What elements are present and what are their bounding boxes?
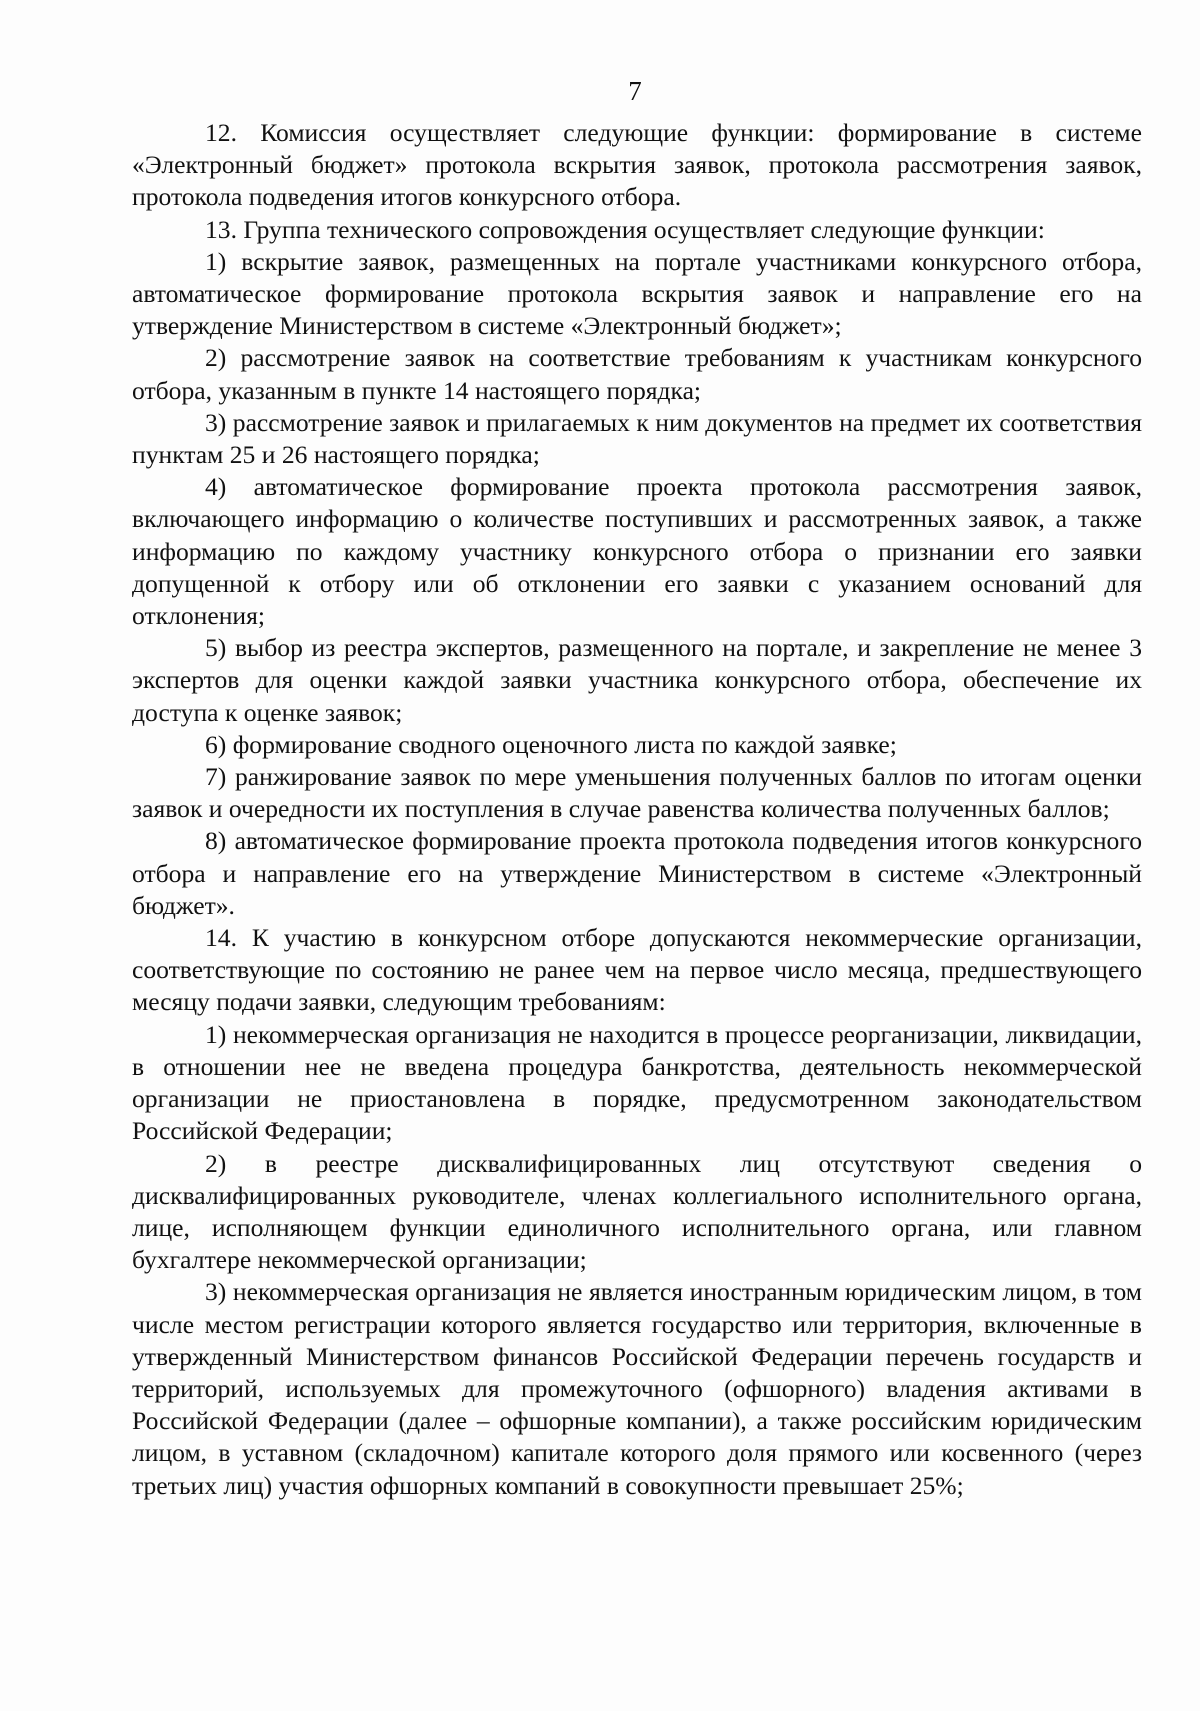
document-body [132,117,1142,1502]
paragraph-13: 13. Группа технического сопровождения осуществляет следующие функции: [205,214,1045,244]
paragraph-12: 12. Комиссия осуществляет следующие функции: формирование в системе «Электронный бюджет» протокола вскрытия заявок, протокола рассмотрения заявок, протокола подведения итогов конкурсного отбора. [132,118,1142,212]
page-number: 7 [628,76,642,106]
paragraph-14-item-2: 2) в реестре дисквалифицированных лиц отсутствуют сведения о дисквалифицированных руководителе, членах коллегиального исполнительного органа, лице, исполняющем функции единоличного исполнительного органа, или главном бухгалтере некоммерческой организации; [132,1148,1142,1275]
paragraph-14-item-1: 1) некоммерческая организация не находится в процессе реорганизации, ликвидации, в отношении нее не введена процедура банкротства, деятельность некоммерческой организации не приостановлена в порядке, предусмотренном законодательством Российской Федерации; [132,1019,1142,1146]
paragraph-14-item-3: 3) некоммерческая организация не является иностранным юридическим лицом, в том числе местом регистрации которого является государство или территория, включенные в утвержденный Министерством финансов Российской Федерации перечень государств и территорий, используемых для промежуточного (офшорного) владения активами в Российской Федерации (далее – офшорные компании), а также российским юридическим лицом, в уставном (складочном) капитале которого доля прямого или косвенного (через третьих лиц) участия офшорных компаний в совокупности превышает 25%; [132,1277,1142,1500]
paragraph-14: 14. К участию в конкурсном отборе допускаются некоммерческие организации, соответствующие по состоянию не ранее чем на первое число месяца, предшествующего месяцу подачи заявки, следующим требованиям: [132,923,1142,1017]
paragraph-13-item-4: 4) автоматическое формирование проекта протокола рассмотрения заявок, включающего информацию о количестве поступивших и рассмотренных заявок, а также информацию по каждому участнику конкурсного отбора о признании его заявки допущенной к отбору или об отклонении его заявки с указанием оснований для отклонения; [132,472,1142,631]
paragraph-13-item-5: 5) выбор из реестра экспертов, размещенного на портале, и закрепление не менее 3 экспертов для оценки каждой заявки участника конкурсного отбора, обеспечение их доступа к оценке заявок; [132,633,1142,727]
paragraph-13-item-3: 3) рассмотрение заявок и прилагаемых к ним документов на предмет их соответствия пунктам 25 и 26 настоящего порядка; [132,407,1142,470]
paragraph-13-item-7: 7) ранжирование заявок по мере уменьшения полученных баллов по итогам оценки заявок и очередности их поступления в случае равенства количества полученных баллов; [132,762,1142,824]
paragraph-13-item-8: 8) автоматическое формирование проекта протокола подведения итогов конкурсного отбора и направление его на утверждение Министерством в системе «Электронный бюджет». [132,826,1142,920]
paragraph-13-item-2: 2) рассмотрение заявок на соответствие требованиям к участникам конкурсного отбора, указанным в пункте 14 настоящего порядка; [132,343,1142,405]
paragraph-13-item-1: 1) вскрытие заявок, размещенных на портале участниками конкурсного отбора, автоматическое формирование протокола вскрытия заявок и направление его на утверждение Министерством в системе «Электронный бюджет»; [132,246,1142,341]
paragraph-13-item-6: 6) формирование сводного оценочного листа по каждой заявке; [205,729,897,759]
